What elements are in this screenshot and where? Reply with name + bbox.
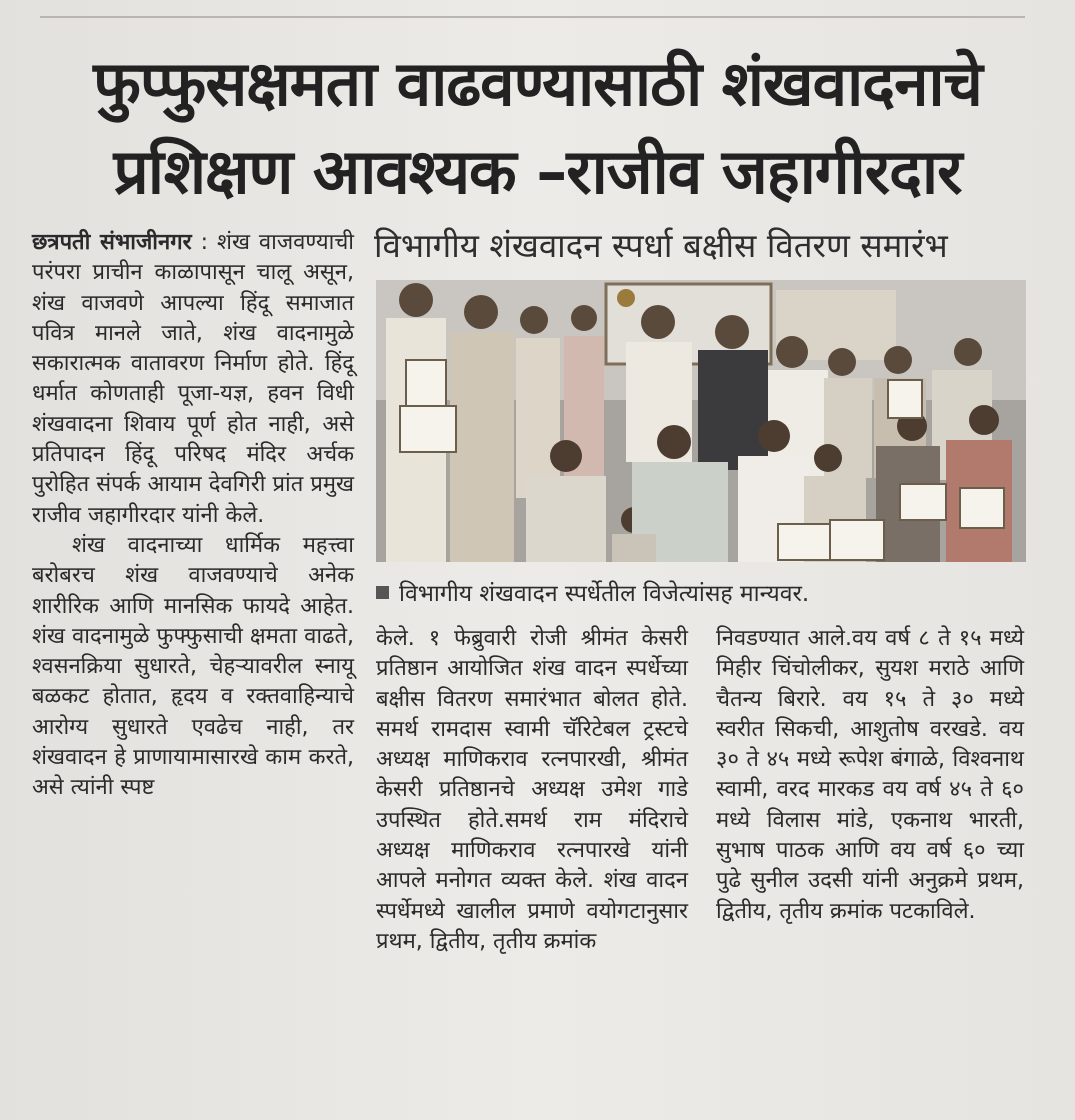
article-column-3: [716, 624, 1024, 927]
article-column-1: [32, 228, 354, 804]
article-column-2: [376, 624, 688, 957]
event-photo-illustration: [376, 280, 1026, 562]
dateline: छत्रपती संभाजीनगर: [32, 230, 192, 255]
photo-caption-text: विभागीय शंखवादन स्पर्धेतील विजेत्यांसह मान्यवर.: [399, 581, 810, 607]
top-rule: [40, 16, 1025, 18]
column-3-text: निवडण्यात आले.वय वर्ष ८ ते १५ मध्ये मिहीर चिंचोलीकर, सुयश मराठे आणि चैतन्य बिरारे. वय १५ ते ३० मध्ये स्वरीत सिकची, आशुतोष वरखडे. वय ३० ते ४५ मध्ये रूपेश बंगाळे, विश्वनाथ स्वामी, वरद मारकड वय वर्ष ४५ ते ६० मध्ये विलास मांडे, एकनाथ भारती, सुभाष पाठक आणि वय वर्ष ६० च्या पुढे सुनील उदसी यांनी अनुक्रमे प्रथम, द्वितीय, तृतीय क्रमांक पटकाविले.: [716, 626, 1024, 924]
photo-caption: [376, 576, 1026, 612]
headline-line-1: फुप्फुसक्षमता वाढवण्यासाठी शंखवादनाचे: [93, 47, 982, 120]
event-photo: [376, 280, 1026, 562]
headline: [40, 40, 1035, 216]
caption-marker: [376, 586, 389, 599]
subheadline: विभागीय शंखवादन स्पर्धा बक्षीस वितरण समारंभ: [374, 226, 948, 265]
lead-paragraph: [32, 228, 354, 531]
second-paragraph: शंख वादनाच्या धार्मिक महत्त्वा बरोबरच शंख वाजवण्याचे अनेक शारीरिक आणि मानसिक फायदे आहेत. शंख वादनामुळे फुफ्फुसाची क्षमता वाढते, श्वसनक्रिया सुधारते, चेहऱ्यावरील स्नायू बळकट होतात, हृदय व रक्तवाहिन्याचे आरोग्य सुधारते एवढेच नाही, तर शंखवादन हे प्राणायामासारखे काम करते, असे त्यांनी स्पष्ट: [32, 532, 354, 801]
headline-line-2: प्रशिक्षण आवश्यक –राजीव जहागीरदार: [113, 135, 962, 208]
lead-paragraph-text: : शंख वाजवण्याची परंपरा प्राचीन काळापासून चालू असून, शंख वाजवणे आपल्या हिंदू समाजात पवित्र मानले जाते, शंख वादनामुळे सकारात्मक वातावरण निर्माण होते. हिंदू धर्मात कोणताही पूजा-यज्ञ, हवन विधी शंखवादना शिवाय पूर्ण होत नाही, असे प्रतिपादन हिंदू परिषद मंदिर अर्चक पुरोहित संपर्क आयाम देवगिरी प्रांत प्रमुख राजीव जहागीरदार यांनी केले.: [32, 230, 354, 528]
column-2-text: केले. १ फेब्रुवारी रोजी श्रीमंत केसरी प्रतिष्ठान आयोजित शंख वादन स्पर्धेच्या बक्षीस वितरण समारंभात बोलत होते. समर्थ रामदास स्वामी चॅरिटेबल ट्रस्टचे अध्यक्ष माणिकराव रत्नपारखी, श्रीमंत केसरी प्रतिष्ठानचे अध्यक्ष उमेश गाडे उपस्थित होते.समर्थ राम मंदिराचे अध्यक्ष माणिकराव रत्नपारखे यांनी आपले मनोगत व्यक्त केले. शंख वादन स्पर्धेमध्ये खालील प्रमाणे वयोगटानुसार प्रथम, द्वितीय, तृतीय क्रमांक: [376, 626, 688, 954]
